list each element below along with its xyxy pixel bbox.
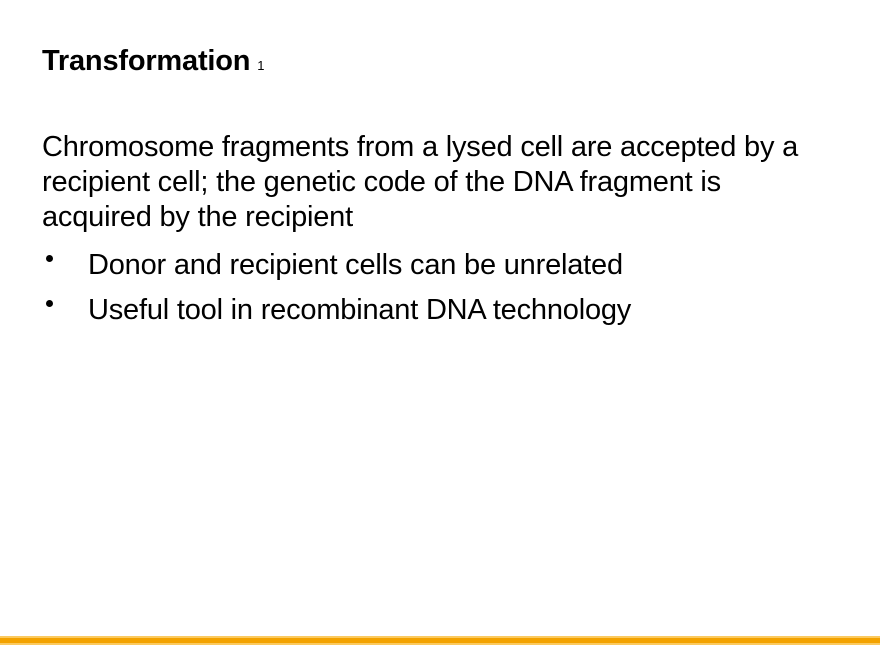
slide-title-row — [42, 44, 265, 78]
bottom-accent-bar — [0, 636, 880, 645]
title-footnote-marker: 1 — [257, 58, 265, 73]
bullet-item — [42, 248, 631, 283]
bullet-list — [42, 248, 631, 338]
bullet-text: Donor and recipient cells can be unrelated — [88, 249, 623, 281]
bullet-icon — [46, 255, 53, 262]
bullet-icon — [46, 300, 53, 307]
paragraph-line: acquired by the recipient — [42, 201, 353, 233]
body-paragraph — [42, 130, 798, 235]
paragraph-line: recipient cell; the genetic code of the DNA fragment is — [42, 166, 721, 198]
bullet-item — [42, 293, 631, 328]
paragraph-line: Chromosome fragments from a lysed cell are accepted by a — [42, 131, 799, 163]
slide-title: Transformation — [42, 45, 251, 77]
bullet-text: Useful tool in recombinant DNA technology — [88, 294, 632, 326]
